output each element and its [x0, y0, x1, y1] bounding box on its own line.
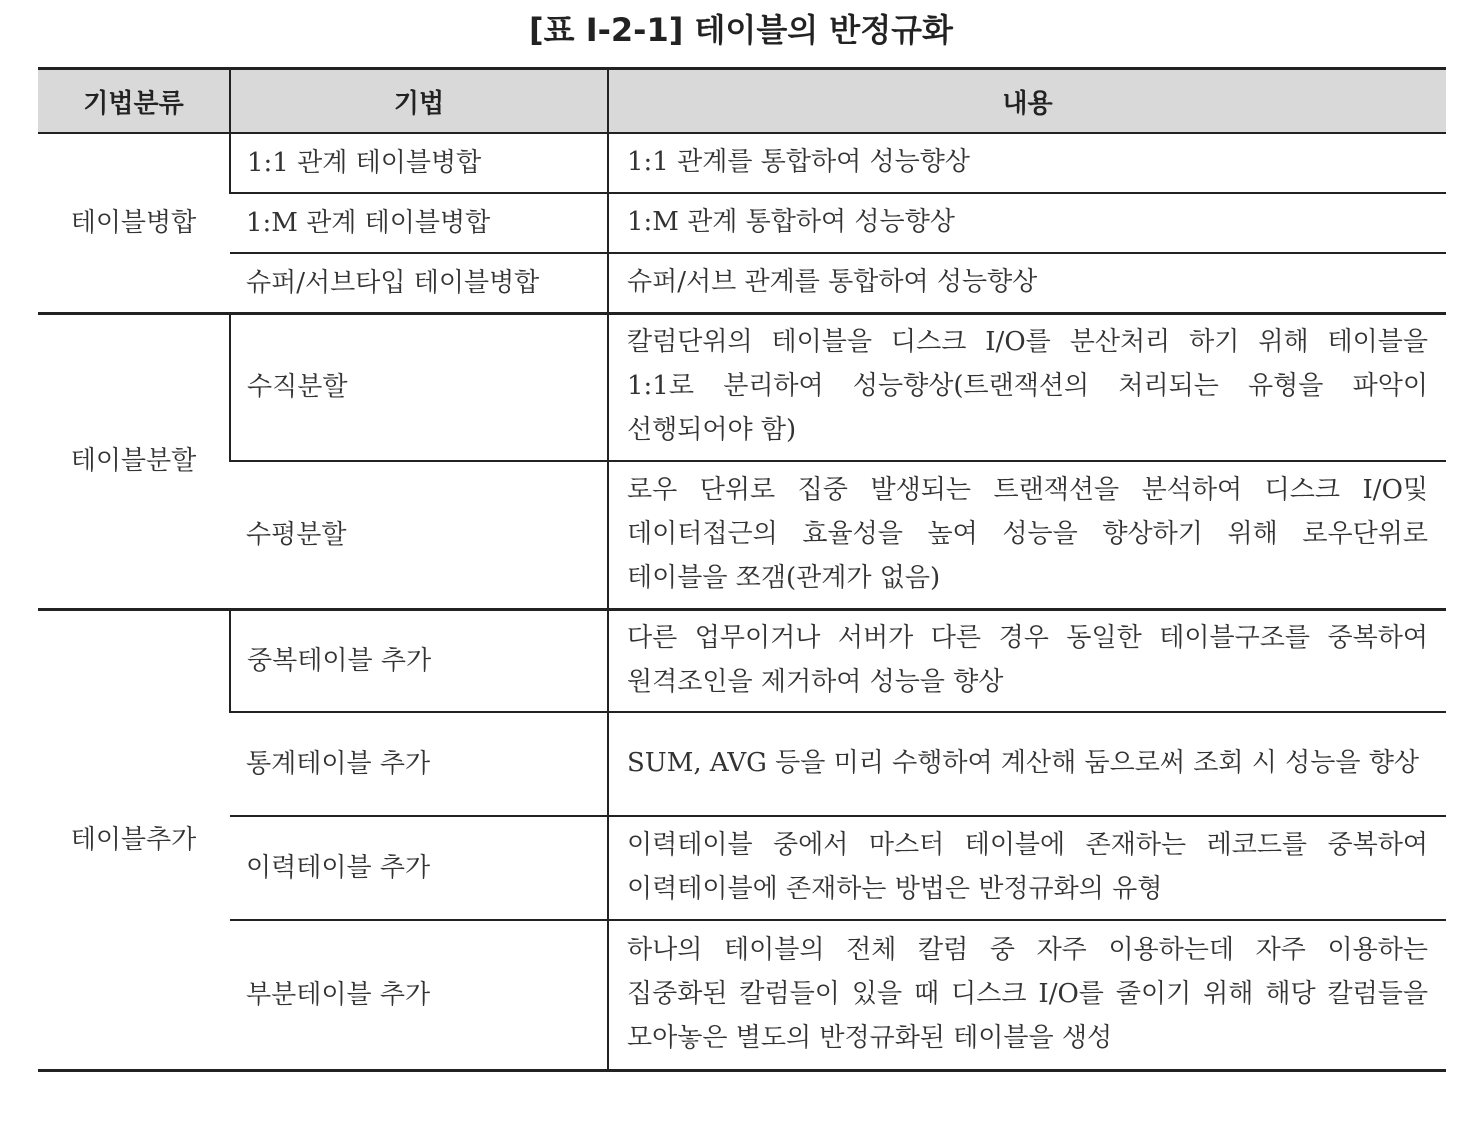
- content-cell: 1:M 관계 통합하여 성능향상: [608, 193, 1446, 253]
- category-cell: 테이블분할: [38, 313, 230, 609]
- table-row: [38, 461, 1446, 609]
- category-cell: 테이블병합: [38, 133, 230, 313]
- content-cell: 1:1 관계를 통합하여 성능향상: [608, 133, 1446, 193]
- table-row: [38, 133, 1446, 193]
- table-row: [38, 313, 1446, 461]
- table-caption: [표 Ⅰ-2-1] 테이블의 반정규화: [529, 11, 953, 49]
- technique-cell: 슈퍼/서브타입 테이블병합: [230, 253, 608, 313]
- content-cell: 하나의 테이블의 전체 칼럼 중 자주 이용하는데 자주 이용하는 집중화된 칼럼들이 있을 때 디스크 I/O를 줄이기 위해 해당 칼럼들을 모아놓은 별도의 반정규화된 테이블을 생성: [608, 920, 1446, 1070]
- technique-cell: 1:1 관계 테이블병합: [230, 133, 608, 193]
- technique-cell: 통계테이블 추가: [230, 712, 608, 816]
- technique-cell: 이력테이블 추가: [230, 816, 608, 920]
- table-row: [38, 193, 1446, 253]
- content-cell: 로우 단위로 집중 발생되는 트랜잭션을 분석하여 디스크 I/O및 데이터접근의 효율성을 높여 성능을 향상하기 위해 로우단위로 테이블을 쪼갬(관계가 없음): [608, 461, 1446, 609]
- content-cell: 칼럼단위의 테이블을 디스크 I/O를 분산처리 하기 위해 테이블을 1:1로 분리하여 성능향상(트랜잭션의 처리되는 유형을 파악이 선행되어야 함): [608, 313, 1446, 461]
- content-cell: 이력테이블 중에서 마스터 테이블에 존재하는 레코드를 중복하여 이력테이블에 존재하는 방법은 반정규화의 유형: [608, 816, 1446, 920]
- technique-cell: 1:M 관계 테이블병합: [230, 193, 608, 253]
- technique-cell: 부분테이블 추가: [230, 920, 608, 1070]
- table-row: [38, 920, 1446, 1070]
- table-row: [38, 253, 1446, 313]
- technique-cell: 중복테이블 추가: [230, 609, 608, 712]
- content-cell: 슈퍼/서브 관계를 통합하여 성능향상: [608, 253, 1446, 313]
- content-cell: 다른 업무이거나 서버가 다른 경우 동일한 테이블구조를 중복하여 원격조인을 제거하여 성능을 향상: [608, 609, 1446, 712]
- technique-cell: 수평분할: [230, 461, 608, 609]
- content-cell: SUM, AVG 등을 미리 수행하여 계산해 둠으로써 조회 시 성능을 향상: [608, 712, 1446, 816]
- table-row: [38, 609, 1446, 712]
- header-category: 기법분류: [38, 69, 230, 134]
- table-row: [38, 712, 1446, 816]
- denormalization-table: [38, 67, 1446, 1072]
- table-row: [38, 816, 1446, 920]
- category-cell: 테이블추가: [38, 609, 230, 1070]
- header-row: [38, 69, 1446, 134]
- header-technique: 기법: [230, 69, 608, 134]
- technique-cell: 수직분할: [230, 313, 608, 461]
- header-content: 내용: [608, 69, 1446, 134]
